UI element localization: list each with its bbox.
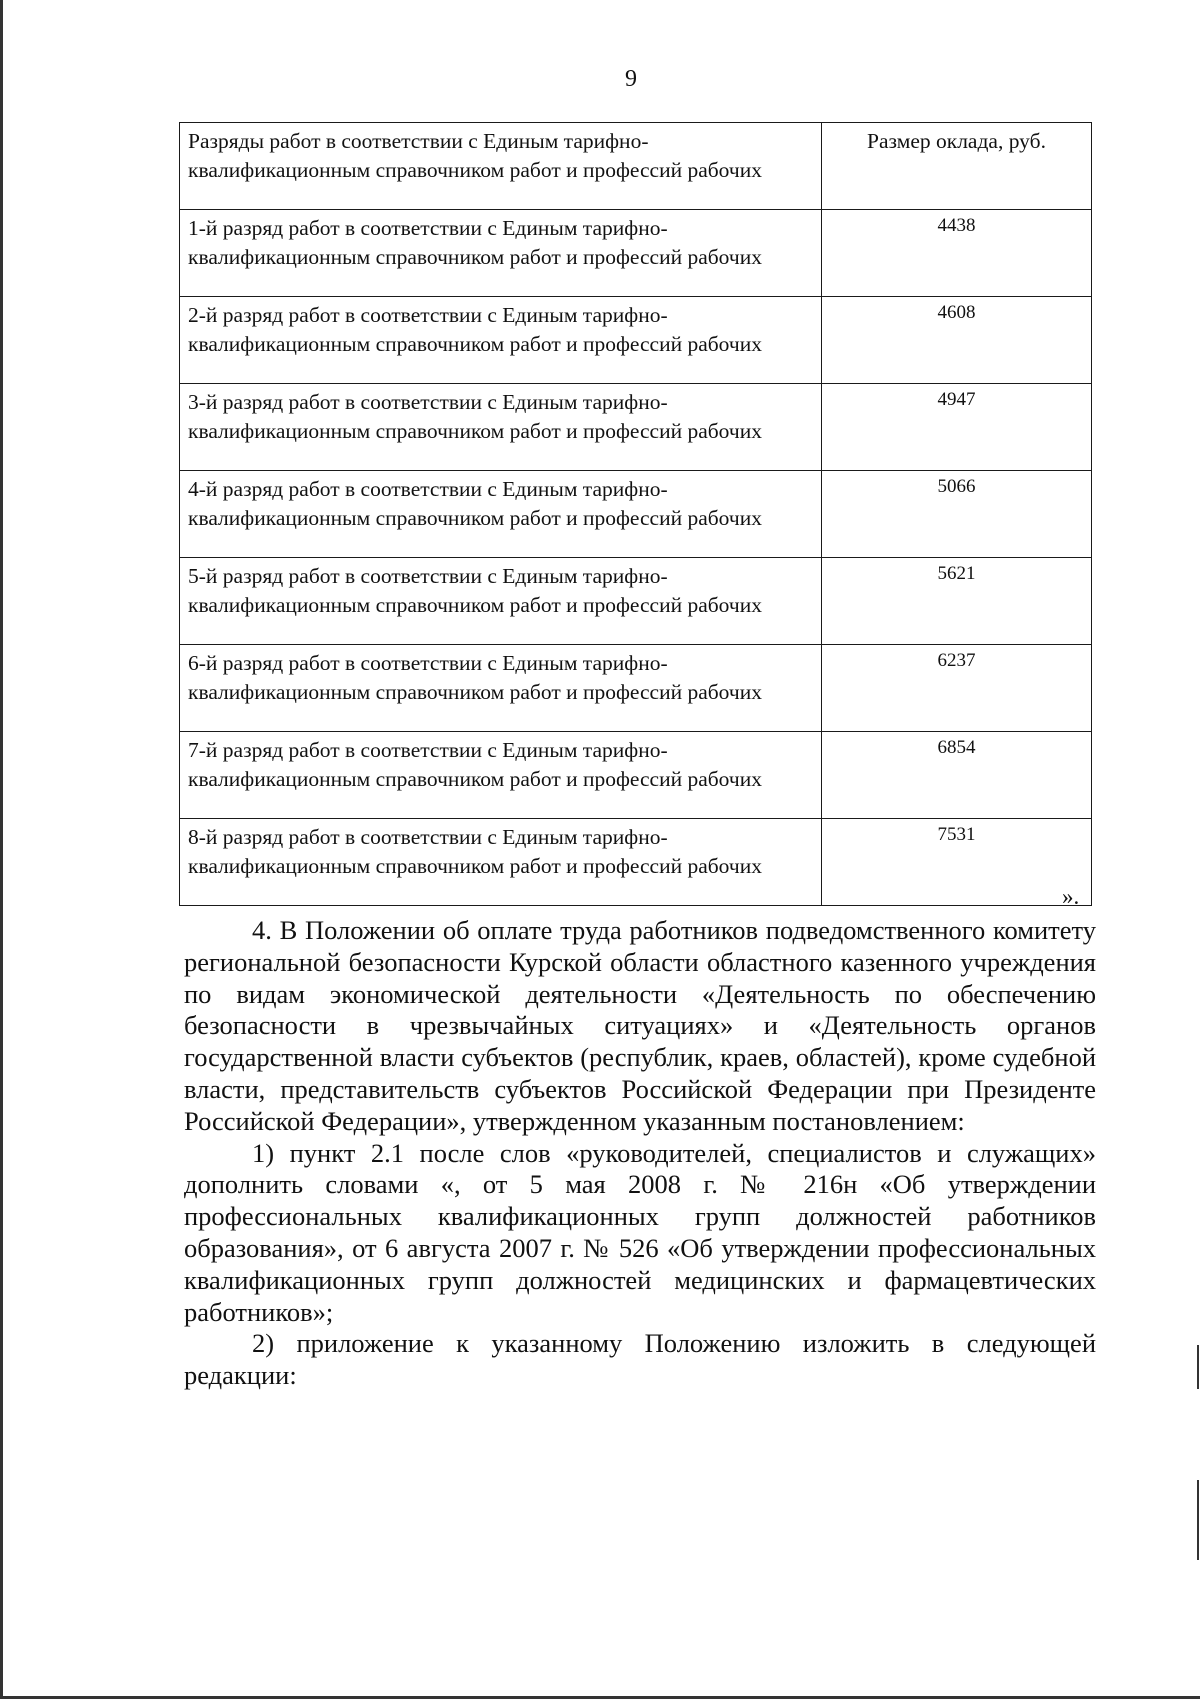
salary-cell: 5066 <box>822 471 1092 558</box>
closing-quote: ». <box>1062 884 1080 909</box>
grade-cell: 4-й разряд работ в соответствии с Единым тарифно-квалификационным справочником работ и профессий рабочих <box>180 471 822 558</box>
table-row <box>180 819 1092 906</box>
header-salary-cell: Размер оклада, руб. <box>822 123 1092 210</box>
scan-edge-line <box>1197 1480 1199 1560</box>
salary-cell: 4947 <box>822 384 1092 471</box>
salary-cell: 6854 <box>822 732 1092 819</box>
header-grade-cell: Разряды работ в соответствии с Единым тарифно-квалификационным справочником работ и профессий рабочих <box>180 123 822 210</box>
grade-cell: 7-й разряд работ в соответствии с Единым тарифно-квалификационным справочником работ и профессий рабочих <box>180 732 822 819</box>
grade-cell: 3-й разряд работ в соответствии с Единым тарифно-квалификационным справочником работ и профессий рабочих <box>180 384 822 471</box>
grade-cell: 8-й разряд работ в соответствии с Единым тарифно-квалификационным справочником работ и профессий рабочих <box>180 819 822 906</box>
table-row <box>180 732 1092 819</box>
scan-edge-line <box>0 0 3 1699</box>
table-row <box>180 210 1092 297</box>
grade-cell: 5-й разряд работ в соответствии с Единым тарифно-квалификационным справочником работ и профессий рабочих <box>180 558 822 645</box>
salary-cell: 7531 <box>822 819 1092 906</box>
table-header-row <box>180 123 1092 210</box>
grade-cell: 6-й разряд работ в соответствии с Единым тарифно-квалификационным справочником работ и профессий рабочих <box>180 645 822 732</box>
salary-cell: 4608 <box>822 297 1092 384</box>
page-number: 9 <box>625 66 637 92</box>
salary-cell: 4438 <box>822 210 1092 297</box>
salary-cell: 5621 <box>822 558 1092 645</box>
paragraph: 2) приложение к указанному Положению изложить в следующей редакции: <box>184 1328 1096 1391</box>
table-row <box>180 471 1092 558</box>
salary-table <box>179 122 1092 906</box>
body-text <box>184 915 1096 1392</box>
table-row <box>180 384 1092 471</box>
table-row <box>180 297 1092 384</box>
grade-cell: 2-й разряд работ в соответствии с Единым тарифно-квалификационным справочником работ и профессий рабочих <box>180 297 822 384</box>
salary-cell: 6237 <box>822 645 1092 732</box>
paragraph: 1) пункт 2.1 после слов «руководителей, специалистов и служащих» дополнить словами «, от 5 мая 2008 г. № 216н «Об утверждении профессиональных квалификационных групп должностей работников образования», от 6 августа 2007 г. № 526 «Об утверждении профессиональных квалификационных групп должностей медицинских и фармацевтических работников»; <box>184 1137 1096 1327</box>
scan-edge-line <box>1197 1345 1199 1389</box>
table-row <box>180 645 1092 732</box>
grade-cell: 1-й разряд работ в соответствии с Единым тарифно-квалификационным справочником работ и профессий рабочих <box>180 210 822 297</box>
table-row <box>180 558 1092 645</box>
paragraph: 4. В Положении об оплате труда работников подведомственного комитету региональной безопасности Курской области областного казенного учреждения по видам экономической деятельности «Деятельность по обеспечению безопасности в чрезвычайных ситуациях» и «Деятельность органов государственной власти субъектов (республик, краев, областей), кроме судебной власти, представительств субъектов Российской Федерации при Президенте Российской Федерации», утвержденном указанным постановлением: <box>184 915 1096 1136</box>
